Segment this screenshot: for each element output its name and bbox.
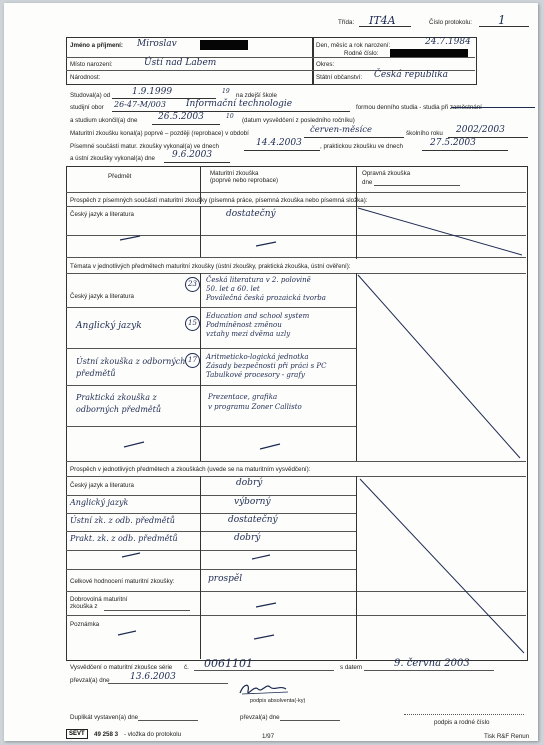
name-value: Miroslav xyxy=(137,39,177,49)
oral-row-1-topic-line-3: Poválečná česká prozaická tvorba xyxy=(206,294,326,302)
certificate-date: 9. června 2003 xyxy=(394,658,470,669)
class-value: IT4A xyxy=(369,14,396,27)
certificate-number: 0061101 xyxy=(204,657,253,670)
grades-row-1-grade: dobrý xyxy=(236,478,263,488)
grades-row-4-grade: dobrý xyxy=(234,533,261,543)
school-year-value: 2002/2003 xyxy=(456,125,505,135)
name-label: Jméno a příjmení: xyxy=(70,42,123,49)
overall-label: Celkové hodnocení maturitní zkoušky: xyxy=(70,578,175,585)
strike-lines xyxy=(4,3,538,741)
oral-row-1-subject: Český jazyk a literatura xyxy=(70,293,134,300)
protocol-number-label: Číslo protokolu: xyxy=(429,19,472,26)
district-label: Okres: xyxy=(316,61,335,68)
practical-dates-label: , praktickou zkoušku ve dnech xyxy=(320,143,403,150)
study-ended-correction: 10 xyxy=(226,113,234,120)
col-retake-date-label: dne xyxy=(362,179,373,186)
sevt-logo: SEVT xyxy=(66,729,88,739)
oral-date-value: 9.6.2003 xyxy=(172,150,213,160)
class-label: Třída: xyxy=(338,19,355,26)
oral-row-1-topic-number: 23 xyxy=(185,277,200,292)
grades-row-3-subject: Ústní zk. z odb. předmětů xyxy=(70,516,175,525)
study-form-label: formou denního studia - studia při zaměstnání xyxy=(356,104,482,111)
grades-row-2-subject: Anglický jazyk xyxy=(70,498,129,507)
citizenship-value: Česká republika xyxy=(374,70,449,80)
form-page: 1/97 xyxy=(262,733,275,740)
grades-row-2-grade: výborný xyxy=(234,497,271,507)
printer-label: Tisk R&F Renun xyxy=(484,733,530,740)
study-from-value: 1.9.1999 xyxy=(132,87,173,97)
field-code: 26-47-M/003 xyxy=(114,100,166,109)
written-subject: Český jazyk a literatura xyxy=(70,211,134,218)
col-exam-subheader: (poprvé nebo reprobace) xyxy=(210,177,279,184)
exam-period-label: Maturitní zkoušku konal(a) poprvé – později (reprobace) v období xyxy=(70,130,249,137)
study-ended-value: 26.5.2003 xyxy=(158,112,204,122)
oral-row-3-topic-line-2: Zásady bezpečnosti při práci s PC xyxy=(206,362,327,370)
nationality-label: Národnost: xyxy=(70,74,101,81)
col-exam-header: Maturitní zkouška xyxy=(210,170,259,177)
grades-section-title: Prospěch v jednotlivých předmětech a zkouškách (uvede se na maturitním vysvědčení): xyxy=(70,466,311,473)
school-year-label: školního roku xyxy=(406,130,443,137)
study-from-correction: 19 xyxy=(222,88,230,95)
student-signature-label: podpis absolventa(-ky) xyxy=(250,698,306,704)
form-name: - vložka do protokolu xyxy=(124,731,182,738)
oral-row-2-topic-line-1: Education and school system xyxy=(206,312,310,320)
written-dates-value: 14.4.2003 xyxy=(256,138,302,148)
signature-rc-label: podpis a rodné číslo xyxy=(434,719,490,726)
duplicate-received-label: převzal(a) dne xyxy=(240,714,280,721)
certificate-label: Vysvědčení o maturitní zkoušce série xyxy=(70,664,173,671)
study-from-tail: na zdejší škole xyxy=(236,92,277,99)
protocol-page xyxy=(4,3,538,741)
oral-row-3-subject: Ústní zkouška z odborných předmětů xyxy=(76,357,186,378)
oral-row-1-topic-line-1: Česká literatura v 2. polovině xyxy=(206,276,311,284)
oral-row-2-topic-line-2: Podmíněnost změnou xyxy=(206,321,282,329)
oral-row-3-topic-line-1: Aritmeticko-logická jednotka xyxy=(206,353,309,361)
form-code: 49 258 3 xyxy=(94,731,119,738)
oral-section-title: Témata v jednotlivých předmětech maturitní zkoušky (ústní zkoušky, praktická zkouška, ústní ověření): xyxy=(70,263,351,270)
grades-row-1-subject: Český jazyk a literatura xyxy=(70,482,134,489)
optional-label-1: Dobrovolná maturitní xyxy=(70,596,128,603)
oral-row-2-subject: Anglický jazyk xyxy=(76,321,142,331)
col-subject-header: Předmět xyxy=(108,173,132,180)
dob-value: 24.7.1984 xyxy=(425,37,471,47)
exam-period-value: červen-měsíce xyxy=(310,125,372,135)
written-grade: dostatečný xyxy=(226,209,276,219)
oral-date-label: a ústní zkoušky vykonal(a) dne xyxy=(70,155,155,162)
oral-row-4-subject: Praktická zkouška z odborných předmětů xyxy=(76,393,162,414)
certificate-date-label: s datem xyxy=(340,664,363,671)
study-ended-label: a studium ukončil(a) dne xyxy=(70,117,138,124)
received-label: převzal(a) dne xyxy=(70,677,110,684)
oral-row-2-topic-line-3: vztahy mezi dvěma uzly xyxy=(206,330,291,338)
protocol-number-value: 1 xyxy=(498,13,506,27)
oral-row-4-topic-line-1: Prezentace, grafika xyxy=(208,393,278,401)
birthplace-label: Místo narození: xyxy=(70,61,113,68)
note-label: Poznámka xyxy=(70,621,100,628)
oral-row-3-topic-line-3: Tabulkové procesory - grafy xyxy=(206,371,305,379)
written-section-title: Prospěch z písemných součástí maturitní zkoušky (písemná práce, písemná zkouška nebo písemná složka): xyxy=(70,197,368,204)
practical-dates-value: 27.5.2003 xyxy=(430,138,476,148)
birthplace-value: Ústí nad Labem xyxy=(144,58,217,68)
overall-value: prospěl xyxy=(208,574,243,584)
grades-row-3-grade: dostatečný xyxy=(228,515,278,525)
oral-row-3-topic-number: 17 xyxy=(185,353,200,368)
dob-label: Den, měsíc a rok narození: xyxy=(316,42,391,49)
field-name: Informační technologie xyxy=(186,99,293,109)
col-retake-header: Opravná zkouška xyxy=(362,170,411,177)
certificate-number-label: č. xyxy=(184,664,189,671)
optional-label-2: zkouška z xyxy=(70,603,98,610)
oral-row-1-topic-line-2: 50. let a 60. let xyxy=(206,285,260,293)
rc-label: Rodné číslo: xyxy=(344,50,379,57)
duplicate-label: Duplikát vystaven(a) dne xyxy=(70,714,139,721)
oral-row-2-topic-number: 15 xyxy=(185,316,200,331)
written-dates-label: Písemné součásti matur. zkoušky vykonal(a) ve dnech xyxy=(70,143,219,150)
grades-row-4-subject: Prakt. zk. z odb. předmětů xyxy=(70,534,178,543)
oral-row-4-topic-line-2: v programu Zoner Callisto xyxy=(208,403,302,411)
study-from-label: Studoval(a) od xyxy=(70,92,111,99)
received-date: 13.6.2003 xyxy=(130,672,176,682)
study-ended-tail: (datum vysvědčení z posledního ročníku) xyxy=(242,117,355,124)
field-label: studijní obor xyxy=(70,104,104,111)
citizenship-label: Státní občanství: xyxy=(316,74,363,81)
